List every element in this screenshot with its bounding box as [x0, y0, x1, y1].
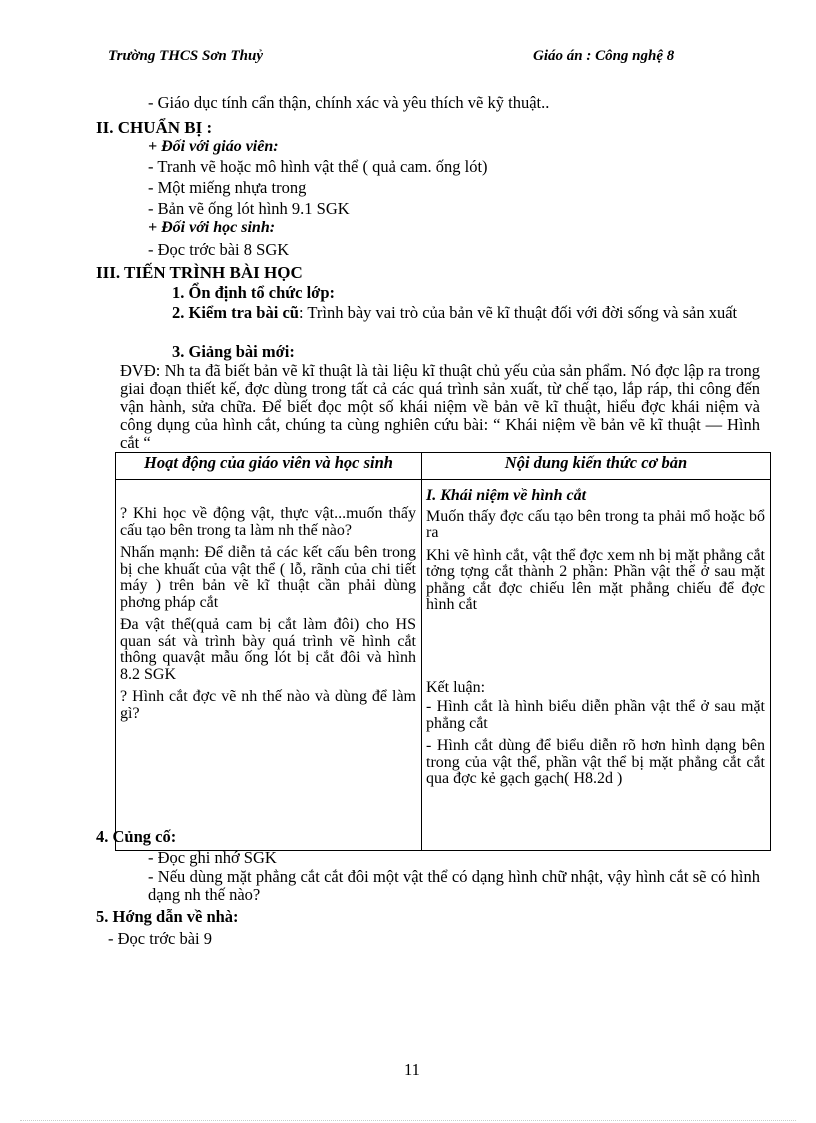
table-header-content: Nội dung kiến thức cơ bản — [422, 453, 771, 480]
page-number: 11 — [404, 1060, 420, 1079]
step-2-text: : Trình bày vai trò của bản vẽ kĩ thuật đối với đời sống và sản xuất — [298, 303, 738, 322]
teacher-item: - Tranh vẽ hoặc mô hình vật thể ( quả cam. ống lót) — [148, 157, 488, 176]
student-item: - Đọc trớc bài 8 SGK — [148, 240, 290, 259]
table-row — [116, 480, 771, 851]
dvd-paragraph: ĐVĐ: Nh ta đã biết bản vẽ kĩ thuật là tài liệu kĩ thuật chủ yếu của sản phẩm. Nó đợc lập ra trong giai đoạn thiết kế, đợc dùng trong tất cả các quá trình sản xuất, từ chế tạo, lắp ráp, thi công đến vận hành, sửa chữa. Để biết đọc một số khái niệm về bản vẽ kĩ thuật, hiểu đợc khái niệm và công dụng của hình cắt, chúng ta cùng nghiên cứu bài: “ Khái niệm về bản vẽ kĩ thuật — Hình cắt “ — [120, 361, 760, 452]
teacher-subtitle: + Đối với giáo viên: — [148, 138, 279, 155]
content-paragraph: Muốn thấy đợc cấu tạo bên trong ta phải mổ hoặc bổ ra — [426, 507, 765, 541]
step-2-label: 2. Kiểm tra bài cũ — [172, 303, 299, 322]
teacher-item: - Bản vẽ ống lót hình 9.1 SGK — [148, 199, 350, 218]
review-item: - Nếu dùng mặt phẳng cắt cắt đôi một vật thể có dạng hình chữ nhật, vậy hình cắt sẽ có hình dạng nh thế nào? — [148, 867, 760, 904]
section-2-title: II. CHUẨN BỊ : — [96, 118, 213, 137]
student-subtitle: + Đối với học sinh: — [148, 219, 276, 236]
step-3: 3. Giảng bài mới: — [172, 342, 295, 361]
page-bottom-divider — [20, 1120, 796, 1121]
section-3-title: III. TIẾN TRÌNH BÀI HỌC — [96, 263, 303, 282]
content-paragraph: Khi vẽ hình cắt, vật thể đợc xem nh bị mặt phẳng cắt tởng tợng cắt thành 2 phần: Phần vật thể ở sau mặt phẳng cắt đợc chiếu lên mặt phẳng chiếu để đợc hình cắt — [426, 546, 765, 613]
homework-item: - Đọc trớc bài 9 — [108, 929, 213, 948]
table-header-row — [116, 453, 771, 480]
review-item: - Đọc ghi nhớ SGK — [148, 848, 277, 867]
step-1: 1. Ổn định tổ chức lớp: — [172, 283, 335, 302]
activity-paragraph: ? Hình cắt đợc vẽ nh thế nào và dùng để làm gì? — [120, 688, 416, 722]
teacher-item: - Một miếng nhựa trong — [148, 178, 307, 197]
header-school: Trường THCS Sơn Thuỷ — [108, 48, 263, 64]
section-5-title: 5. Hớng dẫn về nhà: — [96, 907, 239, 926]
conclusion-item: - Hình cắt là hình biểu diễn phần vật thể ở sau mặt phẳng cắt — [426, 698, 765, 732]
conclusion-label: Kết luận: — [426, 678, 486, 696]
intro-line: - Giáo dục tính cẩn thận, chính xác và yêu thích vẽ kỹ thuật.. — [148, 93, 550, 112]
header-subject: Giáo án : Công nghệ 8 — [533, 48, 675, 64]
activity-paragraph: ? Khi học về động vật, thực vật...muốn thấy cấu tạo bên trong ta làm nh thế nào? — [120, 505, 416, 539]
activity-paragraph: Đa vật thể(quả cam bị cắt làm đôi) cho HS quan sát và trình bày quá trình vẽ hình cắt thông quavật mẫu ống lót bị cắt đôi và hình 8.2 SGK — [120, 616, 416, 683]
table-header-activities: Hoạt động của giáo viên và học sinh — [116, 453, 422, 480]
section-4-title: 4. Củng cố: — [96, 827, 177, 846]
content-heading: I. Khái niệm về hình cắt — [426, 487, 587, 504]
lesson-table — [115, 452, 771, 851]
activity-paragraph: Nhấn mạnh: Để diễn tả các kết cấu bên trong bị che khuất của vật thể ( lỗ, rãnh của chi tiết máy ) trên bản vẽ kĩ thuật cần phải dùng phơng pháp cắt — [120, 544, 416, 611]
step-2 — [172, 303, 760, 322]
content-cell — [422, 480, 771, 851]
conclusion-item: - Hình cắt dùng để biểu diễn rõ hơn hình dạng bên trong của vật thể, phần vật thể bị mặt phẳng cắt cắt qua đợc kẻ gạch gạch( H8.2d ) — [426, 737, 765, 787]
activities-cell — [116, 480, 422, 851]
